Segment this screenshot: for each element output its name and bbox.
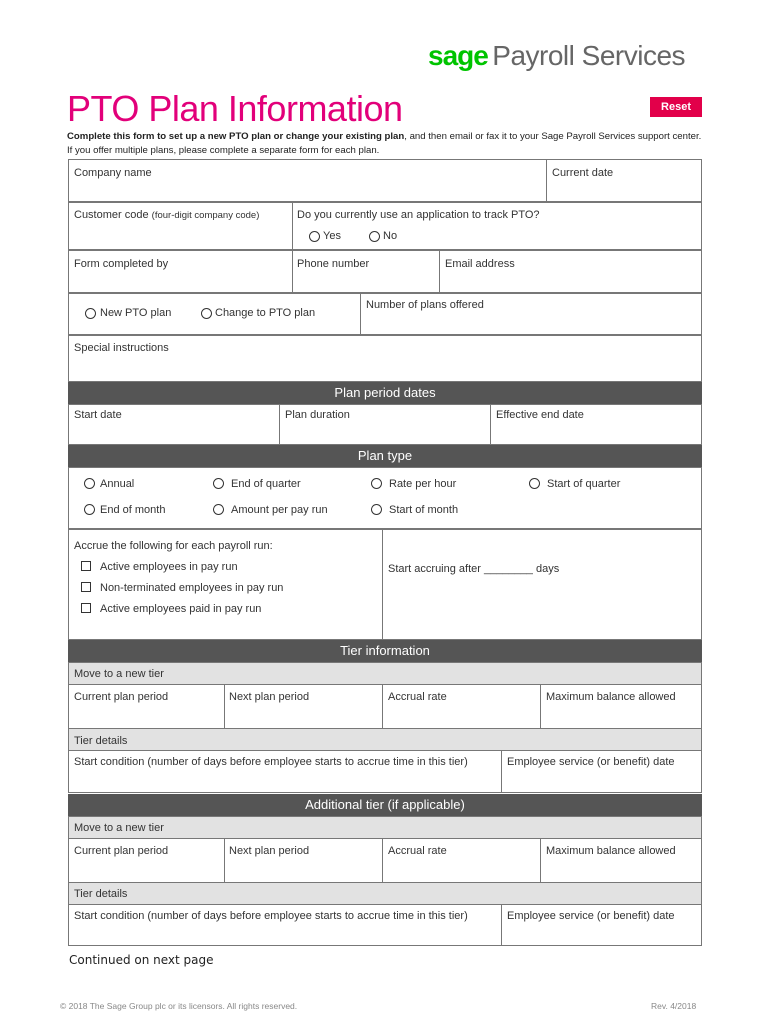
tier-max-balance-field[interactable]: Maximum balance allowed — [546, 691, 676, 703]
additional-tier-heading: Additional tier (if applicable) — [68, 794, 702, 816]
logo-brand: sage — [428, 40, 488, 71]
additional-tier-start-condition-field[interactable]: Start condition (number of days before employee starts to accrue time in this tier) — [74, 910, 468, 922]
end-of-quarter-radio[interactable] — [213, 478, 224, 489]
effective-end-date-field[interactable]: Effective end date — [496, 409, 584, 421]
additional-tier-service-date-field[interactable]: Employee service (or benefit) date — [507, 910, 675, 922]
track-pto-no-radio[interactable] — [369, 231, 380, 242]
plan-duration-field[interactable]: Plan duration — [285, 409, 350, 421]
yes-label: Yes — [323, 230, 341, 242]
logo-text: Payroll Services — [492, 40, 686, 71]
active-employees-checkbox[interactable] — [81, 561, 91, 571]
additional-tier-max-balance-field[interactable]: Maximum balance allowed — [546, 845, 676, 857]
special-instructions-field[interactable]: Special instructions — [74, 342, 169, 354]
plan-type-heading: Plan type — [68, 445, 702, 467]
current-date-field[interactable]: Current date — [552, 167, 614, 179]
company-row — [68, 159, 702, 202]
additional-tier-current-plan-period-field[interactable]: Current plan period — [74, 845, 169, 857]
active-paid-checkbox[interactable] — [81, 603, 91, 613]
additional-tier-next-plan-period-field[interactable]: Next plan period — [229, 845, 310, 857]
sage-payroll-logo — [428, 40, 685, 80]
phone-number-field[interactable]: Phone number — [297, 258, 370, 270]
track-pto-question: Do you currently use an application to track PTO? — [297, 209, 540, 221]
tier-accrual-rate-field[interactable]: Accrual rate — [388, 691, 447, 703]
additional-tier-move-label: Move to a new tier — [74, 822, 164, 834]
page-title: PTO Plan Information — [67, 88, 403, 129]
new-pto-plan-radio[interactable] — [85, 308, 96, 319]
company-name-field[interactable]: Company name — [74, 167, 152, 179]
number-of-plans-field[interactable]: Number of plans offered — [366, 299, 484, 311]
end-of-month-label: End of month — [100, 504, 166, 516]
rate-per-hour-radio[interactable] — [371, 478, 382, 489]
tier-details-label: Tier details — [74, 735, 128, 747]
customer-code-label: Customer code — [74, 209, 149, 221]
plan-period-row — [68, 404, 702, 445]
customer-code-field[interactable] — [74, 209, 259, 221]
tier-current-plan-period-field[interactable]: Current plan period — [74, 691, 169, 703]
customer-code-hint: (four-digit company code) — [151, 210, 260, 221]
revision-text: Rev. 4/2018 — [651, 1001, 697, 1011]
tier-info-heading: Tier information — [68, 640, 702, 662]
new-pto-plan-label: New PTO plan — [100, 307, 172, 319]
copyright-text: © 2018 The Sage Group plc or its licensors. All rights reserved. — [60, 1001, 298, 1011]
start-of-month-radio[interactable] — [371, 504, 382, 515]
intro-text — [67, 130, 707, 157]
form-completed-by-field[interactable]: Form completed by — [74, 258, 169, 270]
email-address-field[interactable]: Email address — [445, 258, 515, 270]
plan-type-options — [68, 467, 702, 529]
additional-tier-accrual-rate-field[interactable]: Accrual rate — [388, 845, 447, 857]
track-pto-yes-radio[interactable] — [309, 231, 320, 242]
end-of-month-radio[interactable] — [84, 504, 95, 515]
end-of-quarter-label: End of quarter — [231, 478, 301, 490]
change-pto-plan-radio[interactable] — [201, 308, 212, 319]
accrue-heading: Accrue the following for each payroll run: — [74, 540, 273, 552]
start-date-field[interactable]: Start date — [74, 409, 122, 421]
contact-row — [68, 250, 702, 293]
non-terminated-checkbox[interactable] — [81, 582, 91, 592]
intro-rest: , and then email or fax it to your Sage Payroll Services support center. If you offer multiple plans, please complete a separate form for each plan. — [67, 131, 702, 156]
start-of-quarter-radio[interactable] — [529, 478, 540, 489]
active-employees-label: Active employees in pay run — [100, 561, 238, 573]
start-accruing-field[interactable]: Start accruing after ________ days — [388, 563, 560, 575]
tier-start-condition-field[interactable]: Start condition (number of days before employee starts to accrue time in this tier) — [74, 756, 468, 768]
tier-next-plan-period-field[interactable]: Next plan period — [229, 691, 310, 703]
start-of-quarter-label: Start of quarter — [547, 478, 621, 490]
additional-tier-details-label: Tier details — [74, 888, 128, 900]
plan-period-heading: Plan period dates — [68, 382, 702, 404]
annual-radio[interactable] — [84, 478, 95, 489]
tier-service-date-field[interactable]: Employee service (or benefit) date — [507, 756, 675, 768]
change-pto-plan-label: Change to PTO plan — [215, 307, 316, 319]
rate-per-hour-label: Rate per hour — [389, 478, 457, 490]
amount-per-pay-run-label: Amount per pay run — [231, 504, 328, 516]
start-of-month-label: Start of month — [389, 504, 459, 516]
tier-move-label: Move to a new tier — [74, 668, 164, 680]
non-terminated-label: Non-terminated employees in pay run — [100, 582, 284, 594]
active-paid-label: Active employees paid in pay run — [100, 603, 262, 615]
reset-button[interactable]: Reset — [650, 97, 702, 117]
continued-note: Continued on next page — [69, 953, 214, 967]
amount-per-pay-run-radio[interactable] — [213, 504, 224, 515]
intro-bold: Complete this form to set up a new PTO plan or change your existing plan — [67, 131, 405, 142]
no-label: No — [383, 230, 398, 242]
annual-label: Annual — [100, 478, 135, 490]
